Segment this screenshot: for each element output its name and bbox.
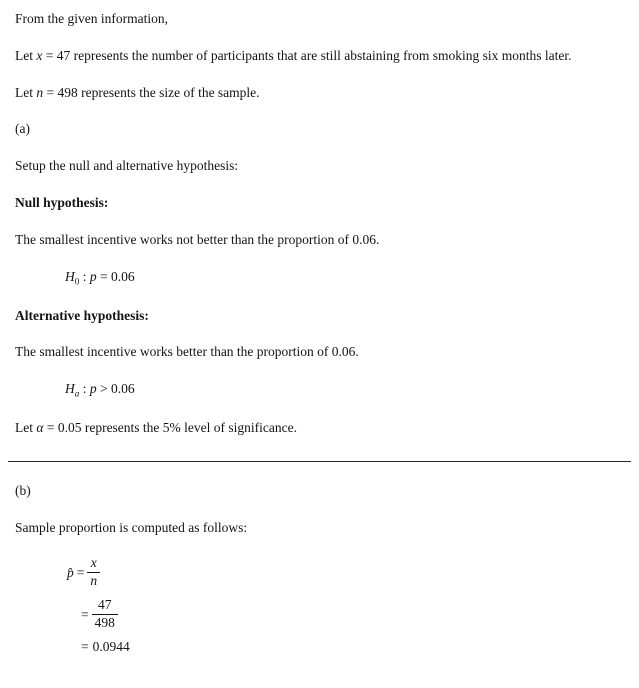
alpha-line: [15, 419, 613, 437]
fraction-numerator-x: x: [90, 555, 97, 571]
alternative-hypothesis-heading: Alternative hypothesis:: [15, 307, 149, 323]
symbol-p-hat: p̂: [67, 564, 74, 580]
null-hypothesis-formula: [65, 268, 613, 286]
formula-row-phat: [67, 555, 613, 590]
setup-line: Setup the null and alternative hypothesis:: [15, 158, 239, 174]
part-a-label: (a): [15, 121, 30, 137]
colon-separator: :: [79, 381, 90, 397]
part-b-label: (b): [15, 482, 31, 498]
alpha-prefix: Let: [15, 419, 37, 435]
fraction-denominator-n: n: [87, 572, 100, 590]
symbol-alpha: α: [36, 419, 44, 435]
sample-proportion-result: 0.0944: [92, 638, 130, 654]
fraction-denominator-498: 498: [92, 614, 118, 632]
formula-row-result: [78, 639, 613, 655]
fraction-47-over-498: [92, 597, 118, 632]
definition-x-prefix: Let: [15, 47, 37, 63]
equals-sign: =: [76, 564, 85, 580]
intro-line: From the given information,: [15, 11, 168, 26]
symbol-H: H: [65, 381, 75, 397]
definition-x-text: = 47 represents the number of participants that are still abstaining from smoking six months later.: [42, 47, 572, 63]
definition-x: [15, 47, 613, 65]
alternative-hypothesis-statement: The smallest incentive works better than the proportion of 0.06.: [15, 344, 359, 360]
null-hypothesis-heading: Null hypothesis:: [15, 195, 109, 211]
alternative-hypothesis-formula: [65, 380, 613, 398]
colon-separator: :: [79, 268, 90, 284]
definition-n-prefix: Let: [15, 84, 37, 100]
sample-proportion-derivation: [67, 555, 613, 655]
equals-sign: =: [81, 638, 89, 654]
null-hypothesis-value: = 0.06: [96, 268, 135, 284]
sample-proportion-line: Sample proportion is computed as follows:: [15, 519, 248, 535]
symbol-p: p: [89, 268, 97, 284]
equals-sign: =: [81, 606, 89, 622]
subscript-zero: 0: [74, 276, 80, 287]
symbol-H: H: [65, 268, 75, 284]
alpha-text: = 0.05 represents the 5% level of significance.: [43, 419, 297, 435]
formula-row-values: [78, 597, 613, 632]
fraction-numerator-47: 47: [98, 597, 112, 613]
fraction-x-over-n: [87, 555, 100, 590]
alternative-hypothesis-value: > 0.06: [96, 381, 135, 397]
definition-n: [15, 84, 613, 102]
subscript-a: a: [74, 388, 80, 399]
variable-x: x: [36, 47, 43, 63]
section-divider: [8, 461, 631, 462]
null-hypothesis-statement: The smallest incentive works not better than the proportion of 0.06.: [15, 231, 380, 247]
variable-n: n: [36, 84, 44, 100]
symbol-p: p: [89, 381, 97, 397]
definition-n-text: = 498 represents the size of the sample.: [43, 84, 260, 100]
